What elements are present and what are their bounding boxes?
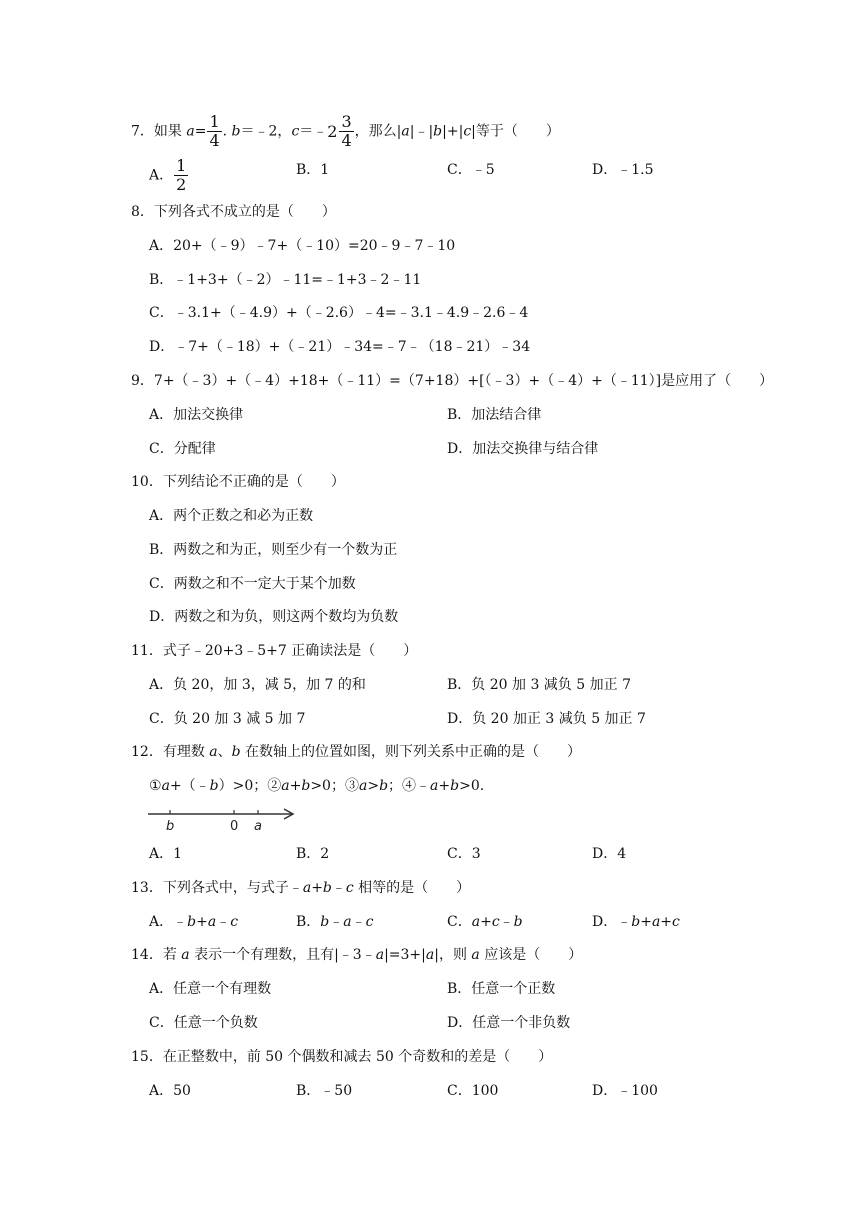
question-7-stem: [131, 114, 560, 149]
var-a: a: [425, 947, 435, 963]
circled-three: ③: [344, 778, 359, 794]
var-b: b: [231, 744, 241, 760]
operator: ﹣: [499, 914, 514, 930]
relation-text: ）>0；: [218, 778, 268, 794]
var-a: a: [651, 914, 661, 930]
q12-option-b[interactable]: B．2: [296, 846, 330, 862]
q14-text: 表示一个有理数，且有|﹣3﹣: [189, 947, 376, 963]
circled-one: ①: [149, 778, 162, 794]
q13-text: +: [311, 880, 323, 896]
q14-text: 14．若: [131, 947, 182, 963]
q10-option-d[interactable]: D．两数之和为负，则这两个数均为负数: [149, 609, 399, 625]
q13-text: ﹣: [331, 880, 346, 896]
q15-option-a[interactable]: A．50: [149, 1083, 191, 1099]
circled-four: ④﹣: [402, 778, 431, 794]
var-a: a: [430, 778, 439, 794]
operator: ﹣: [351, 914, 366, 930]
question-12-stem: [131, 743, 581, 761]
var-a: a: [302, 880, 312, 896]
q10-option-a[interactable]: A．两个正数之和必为正数: [149, 508, 314, 524]
var-a: a: [471, 914, 481, 930]
q7-separator: .: [222, 123, 232, 140]
q12-text: 在数轴上的位置如图，则下列关系中正确的是（ ）: [240, 744, 582, 760]
var-c: c: [230, 914, 239, 930]
var-a: a: [358, 778, 368, 794]
var-a: a: [343, 914, 352, 930]
var-c: c: [365, 914, 374, 930]
q8-option-a[interactable]: A．20+（﹣9）﹣7+（﹣10）=20﹣9﹣7﹣10: [149, 238, 456, 254]
q12-text: 、: [217, 744, 232, 760]
var-b: b: [450, 778, 460, 794]
operator: +: [196, 914, 208, 930]
q11-option-a[interactable]: A．负 20，加 3，减 5，加 7 的和: [149, 677, 366, 693]
q10-option-b[interactable]: B．两数之和为正，则至少有一个数为正: [149, 542, 398, 558]
q14-option-b[interactable]: B．任意一个正数: [447, 981, 556, 997]
fraction-one-quarter: [207, 114, 221, 149]
relation-text: ；: [388, 778, 403, 794]
operator: +: [640, 914, 652, 930]
q9-option-d[interactable]: D．加法交换律与结合律: [447, 441, 599, 457]
relation-text: >0.: [459, 778, 485, 794]
q14-text: |=3+|: [384, 947, 426, 963]
mixed-number-two-three-quarters: [327, 114, 354, 149]
q9-option-b[interactable]: B．加法结合律: [447, 407, 542, 423]
q12-relations: [149, 777, 484, 795]
q7-equals: =: [194, 123, 207, 140]
q13-option-b[interactable]: [296, 913, 373, 931]
q7-option-b[interactable]: B．1: [296, 162, 330, 178]
var-b: b: [187, 914, 197, 930]
fraction-denominator: 2: [176, 175, 187, 194]
var-a: a: [186, 123, 195, 140]
q13-option-d[interactable]: [592, 913, 680, 931]
q12-text: 12．有理数: [131, 744, 210, 760]
q7-c-equals: ＝﹣: [299, 123, 328, 140]
var-a: a: [181, 947, 190, 963]
var-b: b: [231, 123, 241, 140]
q14-option-d[interactable]: D．任意一个非负数: [447, 1015, 571, 1031]
operator: +: [480, 914, 492, 930]
mixed-whole: 2: [327, 121, 338, 141]
fraction-one-half: [174, 158, 188, 193]
fraction-denominator: 4: [209, 131, 220, 150]
axis-label-a: a: [254, 819, 262, 834]
q14-text: 应该是（ ）: [479, 947, 583, 963]
q7-option-c[interactable]: C．﹣5: [447, 162, 495, 178]
var-b: b: [320, 914, 330, 930]
q7-tail: |﹣|: [409, 123, 434, 140]
var-a: a: [281, 778, 290, 794]
q11-option-c[interactable]: C．负 20 加 3 减 5 加 7: [149, 711, 306, 727]
q15-option-b[interactable]: B．﹣50: [296, 1083, 353, 1099]
q13-text: 相等的是（ ）: [353, 880, 471, 896]
var-b: b: [301, 778, 311, 794]
var-b: b: [379, 778, 389, 794]
q14-text: |，则: [434, 947, 472, 963]
option-label: B．: [296, 914, 321, 930]
question-9-stem: 9．7+（﹣3）+（﹣4）+18+（﹣11）=（7+18）+[（﹣3）+（﹣4）+（﹣11）]是应用了（ ）: [131, 373, 774, 389]
q8-option-d[interactable]: D．﹣7+（﹣18）+（﹣21）﹣34=﹣7﹣（18﹣21）﹣34: [149, 339, 531, 355]
q15-option-d[interactable]: D．﹣100: [592, 1083, 658, 1099]
q7-option-d[interactable]: D．﹣1.5: [592, 162, 654, 178]
fraction-numerator: 1: [209, 112, 220, 131]
fraction-three-quarters: [339, 114, 353, 149]
q7-tail: ，那么|: [354, 123, 402, 140]
fraction-numerator: 1: [176, 156, 187, 175]
var-b: b: [513, 914, 523, 930]
q10-option-c[interactable]: C．两数之和不一定大于某个加数: [149, 576, 356, 592]
option-label: C．: [447, 914, 472, 930]
q7-tail: |等于（ ）: [471, 123, 560, 140]
relation-text: >0；: [310, 778, 345, 794]
q15-option-c[interactable]: C．100: [447, 1083, 499, 1099]
q9-option-a[interactable]: A．加法交换律: [149, 407, 244, 423]
fraction-denominator: 4: [341, 131, 352, 150]
q7-prefix: 7．如果: [131, 123, 187, 140]
var-c: c: [491, 914, 500, 930]
var-a: a: [209, 744, 218, 760]
relation-text: +（﹣: [169, 778, 210, 794]
axis-label-b: b: [166, 819, 175, 834]
var-c: c: [291, 123, 300, 140]
var-a: a: [471, 947, 480, 963]
var-a: a: [375, 947, 385, 963]
q13-text: 13．下列各式中，与式子﹣: [131, 880, 303, 896]
var-c: c: [672, 914, 680, 930]
option-label: D．﹣: [592, 914, 632, 930]
option-label: A．: [149, 167, 174, 184]
question-13-stem: [131, 879, 470, 897]
relation-text: >: [367, 778, 380, 794]
q12-option-d[interactable]: D．4: [592, 846, 627, 862]
question-11-stem: 11．式子﹣20+3﹣5+7 正确读法是（ ）: [131, 643, 418, 659]
operator: ﹣: [329, 914, 344, 930]
option-label: A．﹣: [149, 914, 188, 930]
q11-option-b[interactable]: B．负 20 加 3 减负 5 加正 7: [447, 677, 631, 693]
var-b: b: [631, 914, 641, 930]
var-c: c: [463, 123, 472, 140]
q12-option-c[interactable]: C．3: [447, 846, 481, 862]
q8-option-c[interactable]: C．﹣3.1+（﹣4.9）+（﹣2.6）﹣4=﹣3.1﹣4.9﹣2.6﹣4: [149, 305, 529, 321]
q9-option-c[interactable]: C．分配律: [149, 441, 216, 457]
question-10-stem: 10．下列结论不正确的是（ ）: [131, 474, 345, 490]
var-b: b: [433, 123, 443, 140]
var-b: b: [322, 880, 332, 896]
circled-two: ②: [267, 778, 282, 794]
relation-text: +: [289, 778, 302, 794]
var-a: a: [401, 123, 410, 140]
number-line-figure: [146, 804, 298, 834]
q8-option-b[interactable]: B．﹣1+3+（﹣2）﹣11=﹣1+3﹣2﹣11: [149, 272, 422, 288]
q12-option-a[interactable]: A．1: [149, 846, 183, 862]
q13-option-c[interactable]: [447, 913, 523, 931]
q7-b-value: ＝﹣2，: [240, 123, 292, 140]
var-b: b: [209, 778, 219, 794]
operator: ﹣: [216, 914, 231, 930]
q14-option-c[interactable]: C．任意一个负数: [149, 1015, 258, 1031]
q14-option-a[interactable]: A．任意一个有理数: [149, 981, 272, 997]
q11-option-d[interactable]: D．负 20 加正 3 减负 5 加正 7: [447, 711, 646, 727]
relation-text: +: [438, 778, 451, 794]
operator: +: [660, 914, 673, 930]
question-15-stem: 15．在正整数中，前 50 个偶数和减去 50 个奇数和的差是（ ）: [131, 1049, 553, 1065]
var-a: a: [207, 914, 217, 930]
var-c: c: [345, 880, 354, 896]
fraction-numerator: 3: [341, 112, 352, 131]
var-a: a: [161, 778, 170, 794]
q7-tail: |+|: [442, 123, 464, 140]
question-8-stem: 8．下列各式不成立的是（ ）: [131, 204, 336, 220]
q13-option-a[interactable]: [149, 913, 238, 931]
axis-label-zero: 0: [230, 819, 239, 834]
question-14-stem: [131, 946, 582, 964]
q7-option-a[interactable]: [149, 158, 189, 193]
